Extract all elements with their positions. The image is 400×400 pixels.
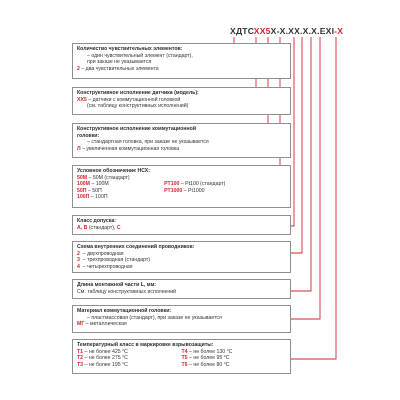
option-desc: – не более 80 °C xyxy=(189,361,230,368)
option-row xyxy=(77,66,286,73)
code-part: Х xyxy=(230,26,236,36)
option-desc: – 100П xyxy=(90,194,108,201)
code-part: . xyxy=(308,26,312,36)
option-desc: – не более 425 °C xyxy=(84,348,128,355)
box-head-design xyxy=(72,123,291,158)
box-temp-class xyxy=(72,339,291,374)
code-part: - xyxy=(334,26,338,36)
code-part: Х xyxy=(302,26,309,36)
option-row xyxy=(164,188,286,195)
box-title: Конструктивное исполнение коммутационной xyxy=(77,126,197,132)
option-row xyxy=(182,355,287,362)
option-row xyxy=(77,355,182,362)
option-row: См. таблицу конструктивных исполнений xyxy=(77,288,177,295)
option-desc: – датчики с коммутационной головкой xyxy=(88,96,181,103)
option-code: 100М xyxy=(77,181,90,188)
option-code: 100П xyxy=(77,194,90,201)
option-row xyxy=(164,181,286,188)
option-code: 4 xyxy=(77,263,80,270)
option-desc: – Pt100 (стандарт) xyxy=(180,181,226,188)
option-row xyxy=(77,225,286,232)
code-part: . xyxy=(317,26,320,36)
code-part: EXI xyxy=(319,26,335,36)
box-length xyxy=(72,279,291,299)
connector-material xyxy=(291,37,320,319)
option-row xyxy=(164,175,286,182)
option-row: – пластмассовая (стандарт), при заказе не указывается xyxy=(87,314,222,321)
option-code: МГ xyxy=(77,321,85,328)
option-row xyxy=(77,251,286,258)
box-wiring xyxy=(72,241,291,273)
option-desc: – металлическая xyxy=(85,321,127,328)
option-row xyxy=(77,188,164,195)
option-row xyxy=(182,362,287,369)
option-code: PT1000 xyxy=(164,187,183,194)
box-title: Схема внутренних соединений проводников: xyxy=(77,244,195,250)
option-row: – стандартная головка, при заказе не указывается xyxy=(87,139,209,146)
option-row xyxy=(77,194,164,201)
option-code: T4 xyxy=(181,348,188,355)
box-sensor-design xyxy=(72,87,291,115)
option-row xyxy=(77,321,286,328)
option-row xyxy=(77,146,286,153)
option-code: ХХ5 xyxy=(77,96,87,103)
option-desc: – четырехпроводная xyxy=(82,263,133,270)
option-code: 50М xyxy=(77,174,88,181)
code-part: . xyxy=(285,26,289,36)
option-row: при заказе не указывается xyxy=(87,59,152,66)
code-part: ХХ5 xyxy=(253,26,271,36)
option-desc: – увеличенная коммутационная головка xyxy=(82,145,180,152)
temp-column-left xyxy=(77,349,182,369)
box-tolerance xyxy=(72,215,291,235)
option-code: T6 xyxy=(181,361,188,368)
code-part: - xyxy=(276,26,280,36)
option-row xyxy=(77,362,182,369)
option-desc: – два чувствительных элемента xyxy=(81,65,159,72)
code-part: Х xyxy=(311,26,318,36)
option-code: С xyxy=(116,224,121,231)
temp-columns xyxy=(77,349,286,369)
nsh-columns xyxy=(77,175,286,201)
option-row xyxy=(77,349,182,356)
code-part: . xyxy=(300,26,303,36)
option-code: 3 xyxy=(77,257,80,264)
option-desc: – 50П xyxy=(87,187,102,194)
option-code: T2 xyxy=(77,355,84,362)
box-title: Условное обозначение НСХ: xyxy=(77,168,150,174)
box-title: Материал коммутационной головки: xyxy=(77,308,172,314)
option-desc: – 100М xyxy=(91,181,109,188)
box-title: Температурный класс в маркировке взрывозащиты: xyxy=(77,342,214,348)
option-desc: – не более 195 °C xyxy=(84,361,128,368)
nsh-column-right xyxy=(164,175,286,201)
option-code: 50П xyxy=(77,187,87,194)
option-desc: – не более 95 °C xyxy=(189,355,230,362)
option-desc: – Pt1000 xyxy=(183,187,205,194)
option-row xyxy=(77,264,286,271)
option-desc: – не более 275 °C xyxy=(84,355,128,362)
option-desc: – трехпроводная (стандарт) xyxy=(82,257,150,264)
connector-tolerance xyxy=(291,37,294,226)
code-part: Х xyxy=(270,26,277,36)
connector-tempclass xyxy=(291,37,336,359)
option-row xyxy=(77,175,164,182)
box-sensor-count xyxy=(72,43,291,79)
option-desc: – двухпроводная xyxy=(82,250,124,257)
box-title: Класс допуска: xyxy=(77,218,117,224)
option-code: А, В xyxy=(77,224,88,231)
box-nsh xyxy=(72,165,291,208)
code-part: Х xyxy=(279,26,286,36)
option-code: 2 xyxy=(77,250,80,257)
option-desc: (стандарт), xyxy=(88,224,116,231)
connector-wiring xyxy=(291,37,302,253)
option-row xyxy=(77,181,164,188)
option-row: (см. таблицу конструктивных исполнений) xyxy=(87,103,189,110)
option-code: T5 xyxy=(181,355,188,362)
option-row xyxy=(182,349,287,356)
code-part: ХХ xyxy=(288,26,301,36)
box-title: головки: xyxy=(77,132,100,139)
option-code: T3 xyxy=(77,361,84,368)
option-code: Л xyxy=(77,145,81,152)
code-part: Х xyxy=(337,26,344,36)
option-desc: – не более 130 °C xyxy=(189,348,233,355)
nsh-column-left xyxy=(77,175,164,201)
option-code: T1 xyxy=(77,348,84,355)
option-code: 2 xyxy=(77,65,80,72)
box-title: Конструктивное исполнение датчика (модель): xyxy=(77,90,199,96)
option-code: PT100 xyxy=(164,181,180,188)
box-title: Количество чувствительных элементов: xyxy=(77,46,183,52)
temp-column-right xyxy=(182,349,287,369)
code-part: ДТС xyxy=(235,26,254,36)
box-title: Длина монтажной части L, мм: xyxy=(77,282,157,288)
option-row: – один чувствительный элемент (стандарт), xyxy=(87,52,193,59)
option-desc: – 50М (стандарт) xyxy=(88,174,130,181)
option-row xyxy=(77,257,286,264)
box-material xyxy=(72,305,291,333)
